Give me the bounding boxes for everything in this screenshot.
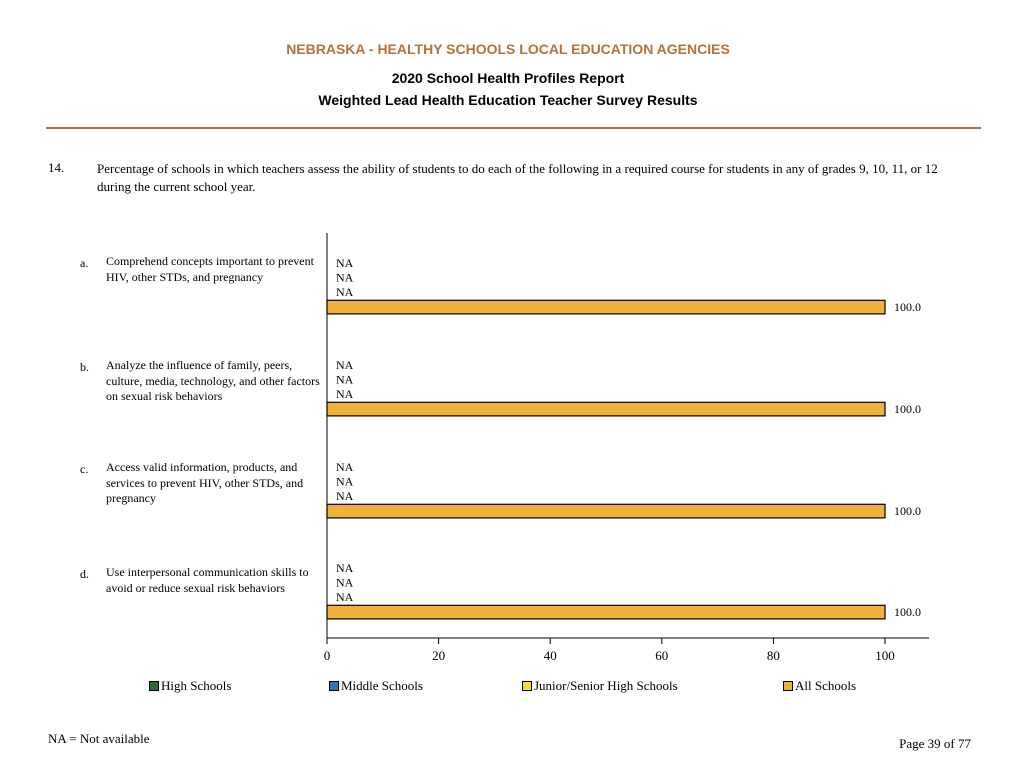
legend-item-all-schools [783, 678, 856, 694]
bar-d-all-schools [327, 605, 885, 619]
legend-item-junior-senior-high-schools [522, 678, 678, 694]
x-tick-label-0: 0 [323, 648, 331, 663]
bar-b-all-schools [327, 402, 885, 416]
value-label-d-all-schools: 100.0 [894, 604, 921, 619]
na-footnote: NA = Not available [48, 731, 150, 746]
item-label-d: Use interpersonal communication skills to avoid or reduce sexual risk behaviors [106, 565, 309, 595]
report-agency-heading: NEBRASKA - HEALTHY SCHOOLS LOCAL EDUCATION AGENCIES [286, 41, 730, 57]
na-label-d-middle-schools: NA [336, 575, 354, 590]
legend-label-high-schools: High Schools [161, 678, 232, 693]
value-label-b-all-schools: 100.0 [894, 401, 921, 416]
question-number: 14. [48, 160, 65, 175]
na-label-a-high-schools: NA [336, 256, 354, 270]
na-label-c-middle-schools: NA [336, 474, 354, 489]
na-label-b-middle-schools: NA [336, 372, 354, 387]
x-tick-label-60: 60 [655, 648, 669, 663]
na-label-b-junior-senior-high-schools: NA [336, 387, 354, 402]
item-label-a: Comprehend concepts important to prevent HIV, other STDs, and pregnancy [106, 254, 314, 284]
na-label-a-junior-senior-high-schools: NA [336, 285, 354, 300]
legend-label-middle-schools: Middle Schools [341, 678, 423, 693]
legend-swatch-all-schools [783, 681, 793, 691]
item-letter-c: c. [80, 462, 89, 476]
x-tick-label-40: 40 [543, 648, 557, 663]
legend-swatch-high-schools [149, 681, 159, 691]
legend-label-all-schools: All Schools [795, 678, 857, 693]
legend-swatch-junior-senior-high-schools [522, 681, 532, 691]
item-label-c: Access valid information, products, and services to prevent HIV, other STDs, and pregnancy [106, 460, 304, 505]
item-letter-a: a. [80, 256, 89, 270]
na-label-c-junior-senior-high-schools: NA [336, 489, 354, 504]
legend-item-middle-schools [329, 678, 423, 694]
legend-label-junior-senior-high-schools: Junior/Senior High Schools [534, 678, 678, 693]
na-label-a-middle-schools: NA [336, 270, 354, 285]
x-tick-label-20: 20 [432, 648, 446, 663]
item-letter-d: d. [80, 567, 89, 581]
value-label-c-all-schools: 100.0 [894, 503, 921, 518]
bar-a-all-schools [327, 300, 885, 314]
item-label-b: Analyze the influence of family, peers, culture, media, technology, and other factors on sexual risk behaviors [106, 358, 320, 403]
x-tick-label-100: 100 [875, 648, 895, 663]
legend-item-high-schools [149, 678, 231, 694]
report-subtitle: Weighted Lead Health Education Teacher Survey Results [318, 92, 698, 108]
na-label-b-high-schools: NA [336, 358, 354, 372]
item-letter-b: b. [80, 360, 89, 374]
report-title: 2020 School Health Profiles Report [391, 70, 625, 86]
na-label-c-high-schools: NA [336, 460, 354, 474]
legend-swatch-middle-schools [329, 681, 339, 691]
bar-c-all-schools [327, 504, 885, 518]
x-tick-label-80: 80 [766, 648, 780, 663]
value-label-a-all-schools: 100.0 [894, 299, 921, 314]
page-number: Page 39 of 77 [899, 736, 971, 751]
na-label-d-high-schools: NA [336, 561, 354, 575]
question-text: Percentage of schools in which teachers assess the ability of students to do each of the following in a required course for students in any of grades 9, 10, 11, or 12 during the current school year. [97, 161, 938, 194]
na-label-d-junior-senior-high-schools: NA [336, 590, 354, 605]
